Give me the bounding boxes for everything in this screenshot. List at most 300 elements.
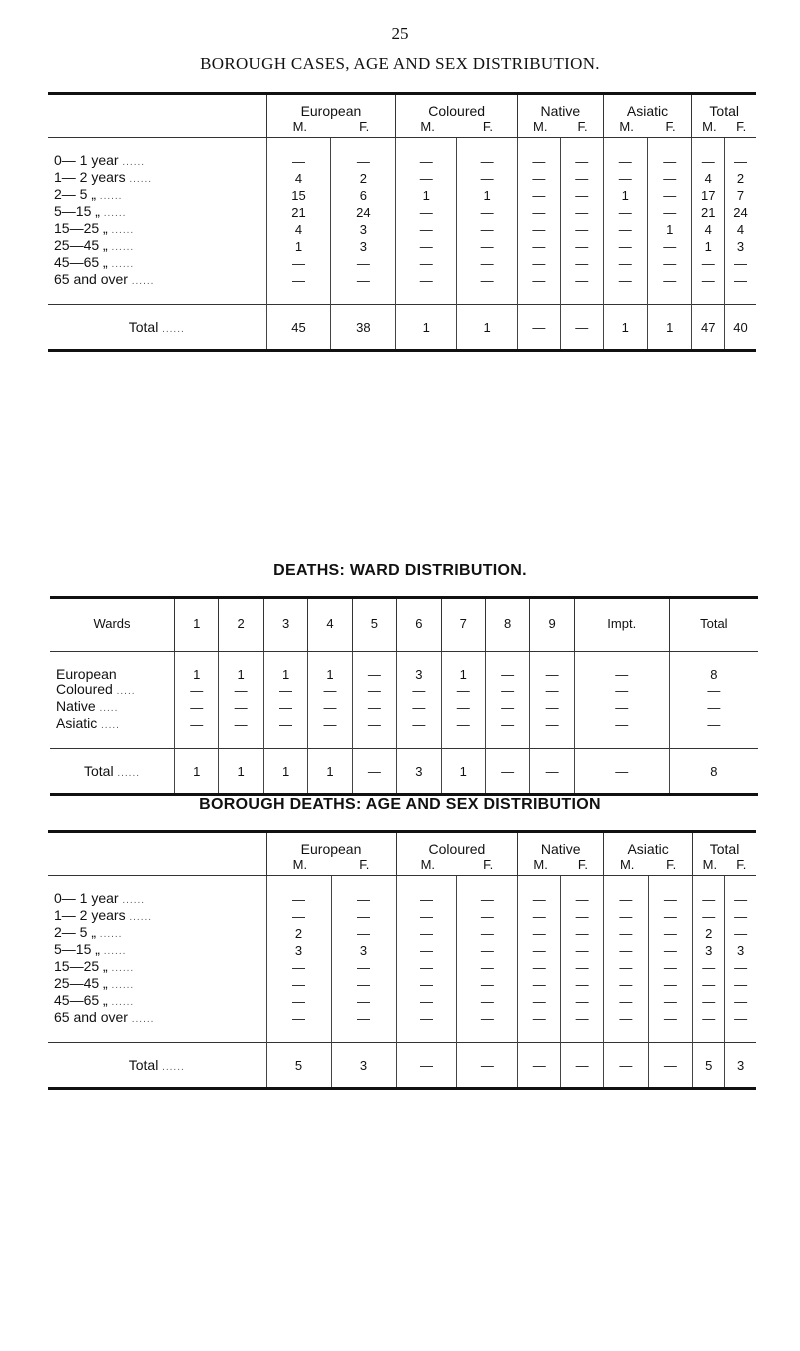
cell-value: — <box>331 925 396 942</box>
cell-value: — <box>725 976 756 993</box>
group-label: Total <box>709 841 740 857</box>
cell-value: — <box>457 976 518 993</box>
race-label: Coloured <box>56 681 113 697</box>
ward-header: Total <box>669 599 758 652</box>
table-row <box>48 908 756 925</box>
cell-value: 3 <box>693 942 725 959</box>
male-label: M. <box>533 119 548 134</box>
cell-value: 1 <box>441 667 485 682</box>
total-value: 5 <box>266 1043 331 1089</box>
cell-value: — <box>175 716 219 733</box>
cell-value: — <box>648 255 692 272</box>
row-label: 5—15 „ ...... <box>54 203 127 219</box>
female-label: F. <box>483 857 494 872</box>
cell-value: — <box>530 699 574 716</box>
cell-value: — <box>396 925 457 942</box>
total-value: 1 <box>648 305 692 351</box>
cell-value: — <box>396 891 457 908</box>
header-european <box>266 95 396 138</box>
cell-value: — <box>457 942 518 959</box>
total-value: 1 <box>603 305 647 351</box>
total-value: — <box>560 305 603 351</box>
cell-value: — <box>724 272 756 289</box>
borough-cases-table <box>48 92 756 352</box>
cell-value: — <box>574 682 669 699</box>
age-group: 0— 1 year <box>54 890 119 906</box>
cell-value: — <box>457 238 518 255</box>
header-total <box>693 833 756 876</box>
row-label: 0— 1 year ...... <box>54 890 146 906</box>
cell-value: — <box>263 699 307 716</box>
age-group: 2— 5 „ <box>54 186 97 202</box>
cell-value: — <box>560 204 603 221</box>
group-label: European <box>300 103 362 119</box>
race-label: Native <box>56 698 96 714</box>
female-label: F. <box>482 119 493 134</box>
male-label: M. <box>292 119 308 134</box>
header-blank <box>48 833 266 876</box>
group-label: Coloured <box>428 103 486 119</box>
sex-labels <box>693 857 756 873</box>
table-row <box>50 716 758 733</box>
cell-value: — <box>457 925 518 942</box>
row-label: Coloured ..... <box>56 681 136 697</box>
cell-value: 4 <box>724 221 756 238</box>
cell-value: 3 <box>397 667 441 682</box>
row-label: 1— 2 years ...... <box>54 169 153 185</box>
cell-value: — <box>396 908 457 925</box>
cell-value: 3 <box>331 238 396 255</box>
cell-value: — <box>352 716 396 733</box>
age-group: 65 and over <box>54 271 128 287</box>
header-native <box>518 833 604 876</box>
cell-value: 15 <box>266 187 331 204</box>
cell-value: — <box>518 221 561 238</box>
cell-value: — <box>308 716 352 733</box>
cell-value: — <box>648 1010 693 1027</box>
table-row <box>48 204 756 221</box>
male-label: M. <box>702 857 718 872</box>
cell-value: — <box>603 221 647 238</box>
age-group: 65 and over <box>54 1009 128 1025</box>
cell-value: — <box>648 187 692 204</box>
female-label: F. <box>359 857 370 872</box>
cell-value: — <box>724 255 756 272</box>
cell-value: — <box>669 682 758 699</box>
cell-value: 3 <box>331 221 396 238</box>
cell-value: — <box>692 272 725 289</box>
cell-value: 7 <box>724 187 756 204</box>
table2-title: DEATHS: WARD DISTRIBUTION. <box>273 562 527 579</box>
cell-value: — <box>692 255 725 272</box>
cell-value: — <box>561 993 604 1010</box>
age-group: 5—15 „ <box>54 941 100 957</box>
cell-value: 4 <box>266 170 331 187</box>
age-group: 5—15 „ <box>54 203 100 219</box>
cell-value: 2 <box>724 170 756 187</box>
cell-value: — <box>331 993 396 1010</box>
total-value: 45 <box>266 305 331 351</box>
cell-value: — <box>648 993 693 1010</box>
table1-title: BOROUGH CASES, AGE AND SEX DISTRIBUTION. <box>200 54 600 73</box>
cell-value: — <box>266 255 331 272</box>
header-native <box>518 95 604 138</box>
age-group: 15—25 „ <box>54 958 108 974</box>
cell-value: — <box>692 153 725 170</box>
cell-value: — <box>518 1010 561 1027</box>
cell-value: — <box>396 942 457 959</box>
cell-value: — <box>457 272 518 289</box>
cell-value: — <box>397 699 441 716</box>
cell-value: — <box>308 699 352 716</box>
cell-value: — <box>396 153 457 170</box>
cell-value: — <box>266 976 331 993</box>
row-label: 15—25 „ ...... <box>54 220 135 236</box>
cell-value: — <box>648 959 693 976</box>
cell-value: — <box>648 238 692 255</box>
cell-value: — <box>457 891 518 908</box>
cell-value: — <box>561 959 604 976</box>
total-value: — <box>518 305 561 351</box>
cell-value: 1 <box>396 187 457 204</box>
cell-value: — <box>219 699 263 716</box>
row-label: 0— 1 year ...... <box>54 152 146 168</box>
ward-header: 3 <box>263 599 307 652</box>
total-value: 5 <box>693 1043 725 1089</box>
male-label: M. <box>702 119 717 134</box>
total-value: — <box>574 749 669 795</box>
ward-header: 1 <box>175 599 219 652</box>
cell-value: — <box>518 153 561 170</box>
age-group: 2— 5 „ <box>54 924 97 940</box>
group-label: Asiatic <box>627 841 669 857</box>
age-group: 25—45 „ <box>54 237 108 253</box>
table-row <box>48 221 756 238</box>
table3-title: BOROUGH DEATHS: AGE AND SEX DISTRIBUTION <box>199 796 601 813</box>
total-value: 8 <box>669 749 758 795</box>
header-asiatic <box>604 833 693 876</box>
cell-value: — <box>561 908 604 925</box>
total-value: 3 <box>397 749 441 795</box>
cell-value: 1 <box>603 187 647 204</box>
table-row <box>50 699 758 716</box>
table-row <box>48 891 756 908</box>
cell-value: — <box>518 925 561 942</box>
cell-value: — <box>648 204 692 221</box>
cell-value: 2 <box>693 925 725 942</box>
total-value: 40 <box>724 305 756 351</box>
cell-value: — <box>693 908 725 925</box>
cell-value: 21 <box>692 204 725 221</box>
cell-value: — <box>604 993 648 1010</box>
row-label: 45—65 „ ...... <box>54 992 135 1008</box>
total-label: Total ...... <box>83 763 141 779</box>
total-value: — <box>604 1043 648 1089</box>
cell-value: — <box>331 153 396 170</box>
cell-value: — <box>396 272 457 289</box>
cell-value: — <box>518 272 561 289</box>
cell-value: — <box>603 255 647 272</box>
cell-value: — <box>266 1010 331 1027</box>
row-label: 2— 5 „ ...... <box>54 924 123 940</box>
group-label: Native <box>540 103 581 119</box>
cell-value: — <box>604 942 648 959</box>
cell-value: 1 <box>219 667 263 682</box>
cell-value: 17 <box>692 187 725 204</box>
cell-value: — <box>396 221 457 238</box>
table-row <box>48 153 756 170</box>
cell-value: — <box>266 959 331 976</box>
row-label: 65 and over ...... <box>54 271 155 287</box>
cell-value: — <box>518 170 561 187</box>
cell-value: — <box>603 204 647 221</box>
cell-value: — <box>604 908 648 925</box>
cell-value: — <box>396 204 457 221</box>
table-row <box>50 667 758 682</box>
cell-value: — <box>560 221 603 238</box>
header-asiatic <box>603 95 692 138</box>
total-value: — <box>530 749 574 795</box>
cell-value: — <box>441 716 485 733</box>
male-label: M. <box>619 119 634 134</box>
cell-value: — <box>457 153 518 170</box>
female-label: F. <box>736 857 747 872</box>
cell-value: — <box>518 942 561 959</box>
cell-value: 24 <box>724 204 756 221</box>
total-value: 3 <box>331 1043 396 1089</box>
total-value: 3 <box>725 1043 756 1089</box>
group-label: Asiatic <box>626 103 669 119</box>
cell-value: 2 <box>266 925 331 942</box>
cell-value: — <box>604 925 648 942</box>
cell-value: — <box>669 699 758 716</box>
total-value: 1 <box>308 749 352 795</box>
cell-value: — <box>693 993 725 1010</box>
cell-value: — <box>530 716 574 733</box>
row-label: 5—15 „ ...... <box>54 941 127 957</box>
cell-value: — <box>518 959 561 976</box>
cell-value: — <box>648 170 692 187</box>
total-value: 1 <box>396 305 457 351</box>
cell-value: — <box>693 1010 725 1027</box>
cell-value: — <box>396 959 457 976</box>
total-value: 38 <box>331 305 396 351</box>
cell-value: 3 <box>331 942 396 959</box>
cell-value: 2 <box>331 170 396 187</box>
cell-value: — <box>266 153 331 170</box>
cell-value: — <box>603 170 647 187</box>
sex-labels <box>397 857 518 873</box>
cell-value: — <box>560 187 603 204</box>
cell-value: — <box>457 993 518 1010</box>
cell-value: — <box>724 153 756 170</box>
cell-value: 1 <box>457 187 518 204</box>
cell-value: 3 <box>725 942 756 959</box>
cell-value: — <box>561 976 604 993</box>
cell-value: — <box>561 1010 604 1027</box>
ward-header: 4 <box>308 599 352 652</box>
cell-value: — <box>485 716 529 733</box>
cell-value: — <box>725 908 756 925</box>
cell-value: — <box>725 959 756 976</box>
sex-labels <box>267 119 396 135</box>
cell-value: — <box>263 682 307 699</box>
male-label: M. <box>420 857 436 872</box>
group-label: European <box>300 841 362 857</box>
cell-value: 1 <box>263 667 307 682</box>
table-row <box>50 682 758 699</box>
cell-value: — <box>457 1010 518 1027</box>
total-value: 1 <box>457 305 518 351</box>
cell-value: — <box>693 959 725 976</box>
cell-value: — <box>457 255 518 272</box>
cell-value: — <box>574 699 669 716</box>
cell-value: 3 <box>724 238 756 255</box>
wards-header: Wards <box>93 616 131 631</box>
sex-labels <box>604 857 692 873</box>
cell-value: 1 <box>266 238 331 255</box>
ward-header: Impt. <box>574 599 669 652</box>
total-value: — <box>648 1043 693 1089</box>
row-label: Asiatic ..... <box>56 715 120 731</box>
cell-value: — <box>725 891 756 908</box>
cell-value: — <box>175 682 219 699</box>
sex-labels <box>604 119 692 135</box>
female-label: F. <box>665 119 676 134</box>
ward-header: 2 <box>219 599 263 652</box>
cell-value: — <box>693 976 725 993</box>
total-label: Total ...... <box>128 1057 185 1073</box>
cell-value: — <box>518 976 561 993</box>
cell-value: — <box>574 667 669 682</box>
cell-value: — <box>518 238 561 255</box>
cell-value: — <box>266 993 331 1010</box>
cell-value: — <box>331 272 396 289</box>
row-label: 15—25 „ ...... <box>54 958 135 974</box>
age-group: 1— 2 years <box>54 169 126 185</box>
cell-value: — <box>560 255 603 272</box>
cell-value: 8 <box>669 667 758 682</box>
cell-value: 4 <box>692 170 725 187</box>
sex-labels <box>396 119 517 135</box>
cell-value: — <box>648 925 693 942</box>
table-row <box>48 942 756 959</box>
total-value: — <box>485 749 529 795</box>
total-value: 1 <box>441 749 485 795</box>
group-label: Coloured <box>428 841 486 857</box>
cell-value: — <box>331 891 396 908</box>
table-row <box>48 170 756 187</box>
cell-value: — <box>648 891 693 908</box>
cell-value: — <box>331 959 396 976</box>
ward-header: 5 <box>352 599 396 652</box>
total-value: — <box>457 1043 518 1089</box>
cell-value: 21 <box>266 204 331 221</box>
ward-header: 7 <box>441 599 485 652</box>
cell-value: — <box>457 170 518 187</box>
cell-value: — <box>396 255 457 272</box>
cell-value: — <box>485 699 529 716</box>
race-label: Asiatic <box>56 715 98 731</box>
cell-value: — <box>604 891 648 908</box>
cell-value: — <box>485 667 529 682</box>
ward-header: 6 <box>397 599 441 652</box>
total-row <box>48 305 756 351</box>
cell-value: — <box>604 959 648 976</box>
row-label <box>50 667 175 682</box>
total-value: — <box>352 749 396 795</box>
cell-value: 1 <box>692 238 725 255</box>
header-european <box>266 833 396 876</box>
total-value: 1 <box>263 749 307 795</box>
table-row <box>48 272 756 289</box>
cell-value: — <box>331 255 396 272</box>
cell-value: — <box>331 976 396 993</box>
cell-value: 1 <box>175 667 219 682</box>
ward-deaths-table <box>50 596 758 796</box>
male-label: M. <box>420 119 435 134</box>
total-value: — <box>396 1043 457 1089</box>
cell-value: — <box>518 204 561 221</box>
table-row <box>48 993 756 1010</box>
row-label: 1— 2 years ...... <box>54 907 153 923</box>
cell-value: — <box>648 942 693 959</box>
total-text: Total <box>83 763 114 779</box>
cell-value: — <box>352 667 396 682</box>
cell-value: 6 <box>331 187 396 204</box>
cell-value: — <box>457 204 518 221</box>
cell-value: — <box>352 699 396 716</box>
cell-value: — <box>518 993 561 1010</box>
table-row <box>48 255 756 272</box>
age-group: 1— 2 years <box>54 907 126 923</box>
cell-value: — <box>457 221 518 238</box>
cell-value: — <box>604 1010 648 1027</box>
age-group: 15—25 „ <box>54 220 108 236</box>
cell-value: — <box>397 682 441 699</box>
cell-value: — <box>648 976 693 993</box>
cell-value: — <box>574 716 669 733</box>
total-label: Total ...... <box>128 319 185 335</box>
cell-value: — <box>725 993 756 1010</box>
cell-value: 24 <box>331 204 396 221</box>
cell-value: — <box>561 925 604 942</box>
cell-value: — <box>396 976 457 993</box>
cell-value: — <box>396 238 457 255</box>
cell-value: — <box>561 891 604 908</box>
group-label: Total <box>709 103 739 119</box>
cell-value: — <box>725 925 756 942</box>
cell-value: — <box>603 153 647 170</box>
age-group: 45—65 „ <box>54 254 108 270</box>
table-row <box>48 925 756 942</box>
row-label: 25—45 „ ...... <box>54 975 135 991</box>
female-label: F. <box>577 857 589 872</box>
sex-labels <box>267 857 396 873</box>
cell-value: — <box>266 891 331 908</box>
cell-value: — <box>396 1010 457 1027</box>
race-label: European <box>56 666 117 682</box>
cell-value: — <box>604 976 648 993</box>
cell-value: — <box>725 1010 756 1027</box>
cell-value: — <box>603 272 647 289</box>
cell-value: — <box>331 1010 396 1027</box>
cell-value: — <box>560 238 603 255</box>
cell-value: — <box>560 170 603 187</box>
cell-value: — <box>648 272 692 289</box>
cell-value: — <box>219 716 263 733</box>
cell-value: 1 <box>308 667 352 682</box>
